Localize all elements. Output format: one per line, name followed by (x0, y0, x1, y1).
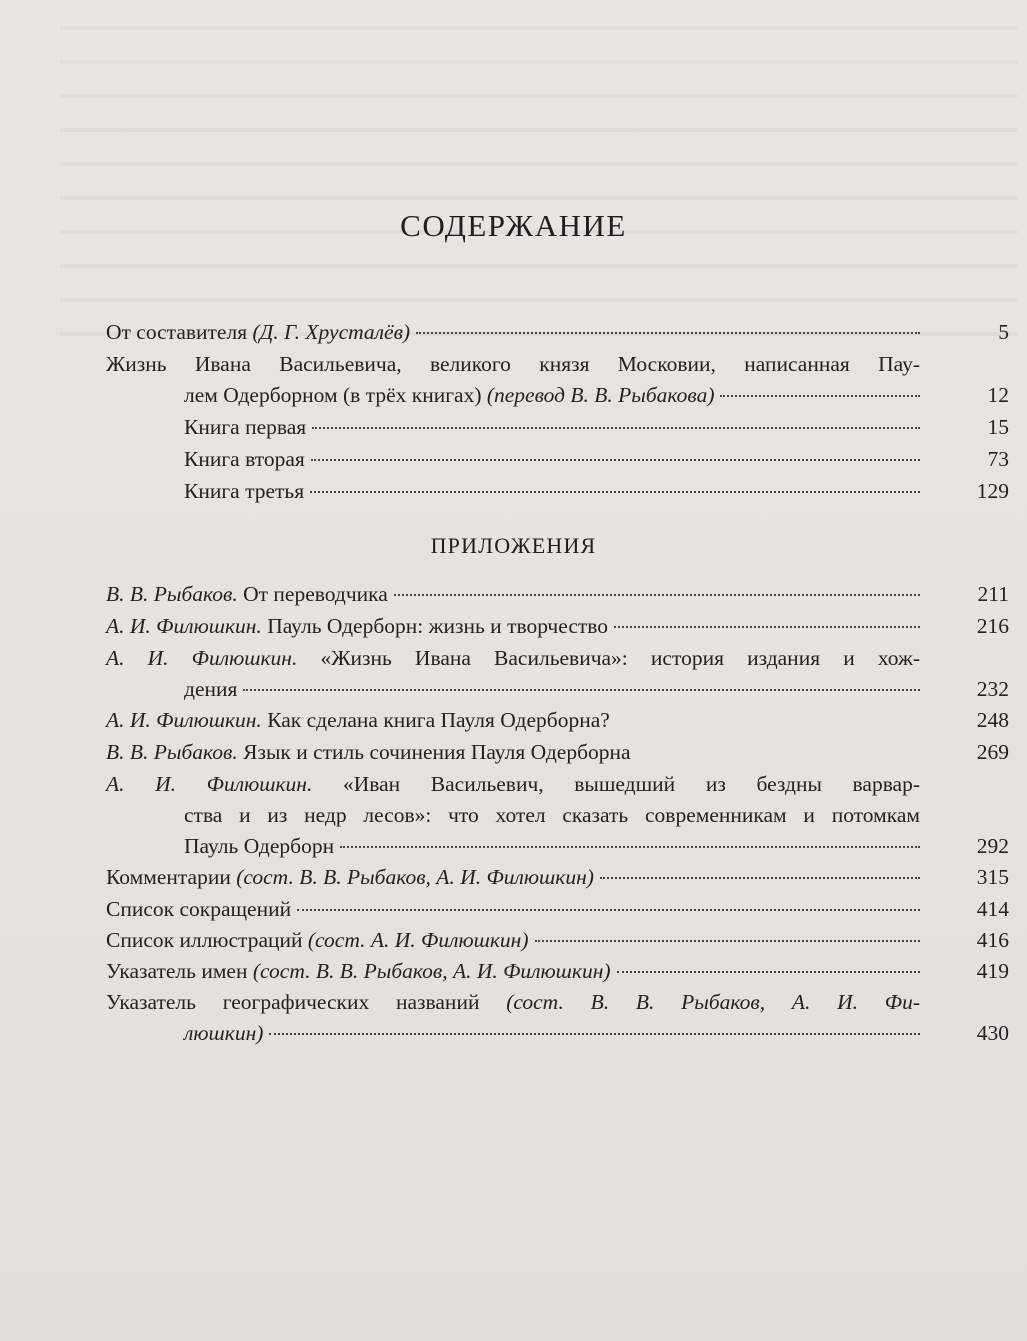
toc-line (106, 736, 926, 768)
page-number: 216 (976, 614, 1009, 638)
dot-leader (243, 688, 920, 691)
entry-title: Комментарии (сост. В. В. Рыбаков, А. И. Филюшкин) (106, 865, 594, 889)
entry-title: Книга первая (184, 415, 307, 439)
entry-title: В. В. Рыбаков. От переводчика (106, 582, 388, 606)
entry-title-cont: Пауль Одерборн (184, 834, 335, 858)
page-number: 5 (998, 320, 1009, 344)
entry-title: В. В. Рыбаков. Язык и стиль сочинения Пауля Одерборна (106, 740, 631, 764)
entry-title: Указатель географических названий (сост. В. В. Рыбаков, А. И. Фи- (106, 990, 920, 1014)
toc-line (184, 830, 926, 862)
entry-title-cont: ства и из недр лесов»: что хотел сказать современникам и потомкам (184, 803, 920, 827)
page-number: 292 (976, 834, 1009, 858)
page-number: 416 (976, 928, 1009, 952)
entry-title: А. И. Филюшкин. Как сделана книга Пауля Одерборна? (106, 708, 610, 732)
dot-leader (394, 593, 920, 596)
toc-line (106, 578, 926, 610)
section-heading: ПРИЛОЖЕНИЯ (430, 533, 597, 558)
entry-title: Указатель имен (сост. В. В. Рыбаков, А. И. Филюшкин) (106, 959, 611, 983)
toc-line (184, 443, 926, 475)
page-number: 248 (976, 708, 1009, 732)
page-number: 15 (987, 415, 1009, 439)
entry-title: Список иллюстраций (сост. А. И. Филюшкин) (106, 928, 529, 952)
dot-leader (720, 394, 920, 397)
toc-line (106, 861, 926, 893)
page-number: 12 (987, 383, 1009, 407)
page-number: 430 (976, 1021, 1009, 1045)
dot-leader (340, 845, 920, 848)
entry-title: А. И. Филюшкин. «Иван Васильевич, вышедший из бездны варвар- (106, 772, 921, 796)
toc-line (106, 316, 926, 348)
entry-title: От составителя (Д. Г. Хрусталёв) (106, 320, 411, 344)
toc-line (106, 348, 920, 380)
dot-leader (269, 1032, 920, 1035)
page-title: СОДЕРЖАНИЕ (400, 208, 627, 243)
entry-title: А. И. Филюшкин. «Жизнь Ивана Васильевича»: история издания и хож- (106, 646, 921, 670)
page-number: 129 (976, 479, 1009, 503)
page-number: 73 (987, 447, 1009, 471)
toc-line (106, 986, 920, 1018)
toc-line (184, 1017, 926, 1049)
dot-leader (614, 625, 920, 628)
page-number: 269 (976, 740, 1009, 764)
page-number: 315 (976, 865, 1009, 889)
show-through-text (60, 0, 1017, 340)
dot-leader (311, 458, 920, 461)
toc-line (184, 379, 926, 411)
toc-line (184, 475, 926, 507)
entry-title: Книга третья (184, 479, 305, 503)
entry-title: Жизнь Ивана Васильевича, великого князя Московии, написанная Пау- (106, 352, 920, 376)
toc-line (106, 642, 920, 674)
page-number: 211 (977, 582, 1009, 606)
dot-leader (312, 426, 920, 429)
page-number: 414 (976, 897, 1009, 921)
toc-line (106, 924, 926, 956)
toc-line (184, 673, 926, 705)
dot-leader (600, 876, 920, 879)
toc-line (106, 768, 920, 800)
entry-title-cont: люшкин) (184, 1021, 264, 1045)
entry-title-cont: дения (184, 677, 238, 701)
entry-title: Книга вторая (184, 447, 305, 471)
page-number: 419 (976, 959, 1009, 983)
dot-leader (310, 490, 920, 493)
toc-line (184, 411, 926, 443)
dot-leader (297, 908, 920, 911)
toc-line (106, 704, 926, 736)
dot-leader (617, 970, 920, 973)
dot-leader (535, 939, 921, 942)
entry-title: Список сокращений (106, 897, 292, 921)
toc-line (106, 893, 926, 925)
toc-line (184, 799, 920, 831)
dot-leader (416, 331, 920, 334)
toc-line (106, 955, 926, 987)
entry-title: А. И. Филюшкин. Пауль Одерборн: жизнь и творчество (106, 614, 609, 638)
toc-line (106, 610, 926, 642)
page-number: 232 (976, 677, 1009, 701)
entry-title-cont: лем Одерборном (в трёх книгах) (перевод В. В. Рыбакова) (184, 383, 715, 407)
